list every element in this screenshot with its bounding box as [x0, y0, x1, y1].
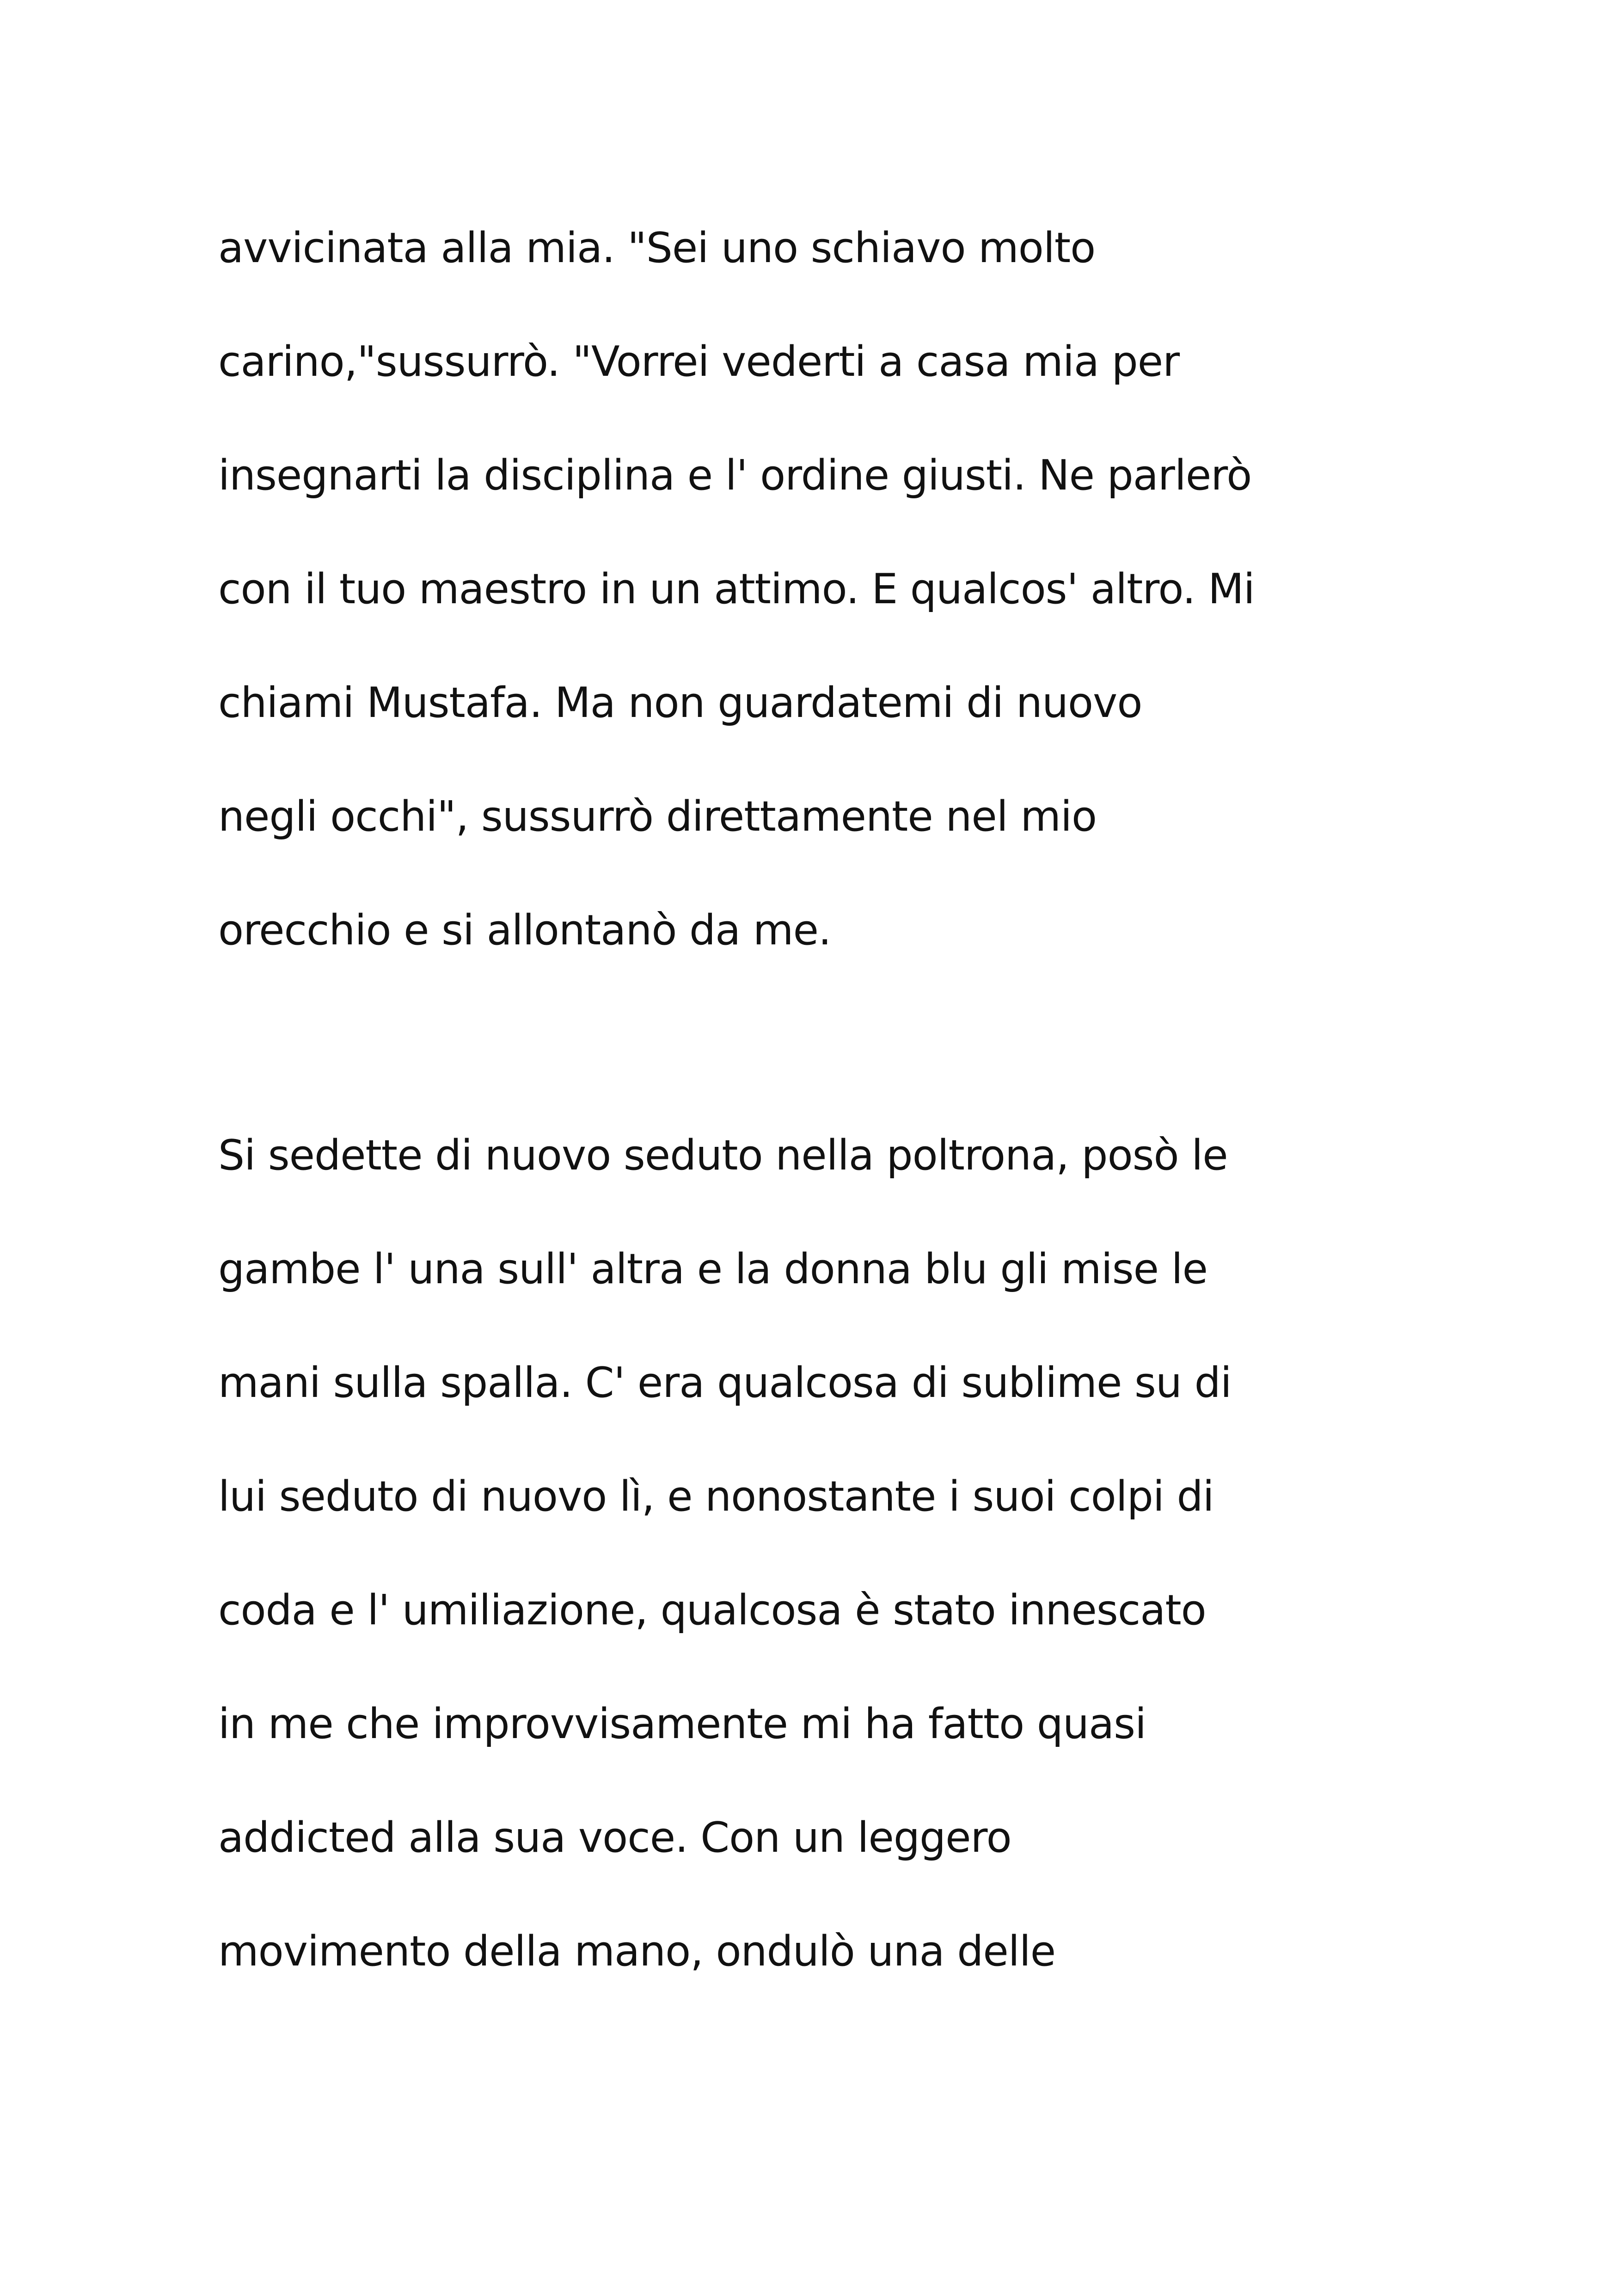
text-line: orecchio e si allontanò da me.: [218, 906, 831, 955]
text-line: in me che improvvisamente mi ha fatto quasi: [218, 1700, 1146, 1748]
text-line: negli occhi", sussurrò direttamente nel mio: [218, 792, 1097, 841]
text-line: lui seduto di nuovo lì, e nonostante i suoi colpi di: [218, 1472, 1214, 1521]
text-line: con il tuo maestro in un attimo. E qualcos' altro. Mi: [218, 565, 1255, 613]
text-line: Si sedette di nuovo seduto nella poltrona, posò le: [218, 1131, 1228, 1180]
text-line: movimento della mano, ondulò una delle: [218, 1927, 1056, 1976]
text-line: gambe l' una sull' altra e la donna blu gli mise le: [218, 1245, 1207, 1293]
text-line: coda e l' umiliazione, qualcosa è stato innescato: [218, 1586, 1206, 1635]
text-line: chiami Mustafa. Ma non guardatemi di nuovo: [218, 679, 1142, 727]
text-line: insegnarti la disciplina e l' ordine giusti. Ne parlerò: [218, 451, 1252, 500]
text-line: avvicinata alla mia. "Sei uno schiavo molto: [218, 224, 1096, 272]
text-line: mani sulla spalla. C' era qualcosa di sublime su di: [218, 1359, 1232, 1407]
text-line: carino,"sussurrò. "Vorrei vederti a casa mia per: [218, 337, 1180, 386]
text-line: addicted alla sua voce. Con un leggero: [218, 1813, 1011, 1862]
